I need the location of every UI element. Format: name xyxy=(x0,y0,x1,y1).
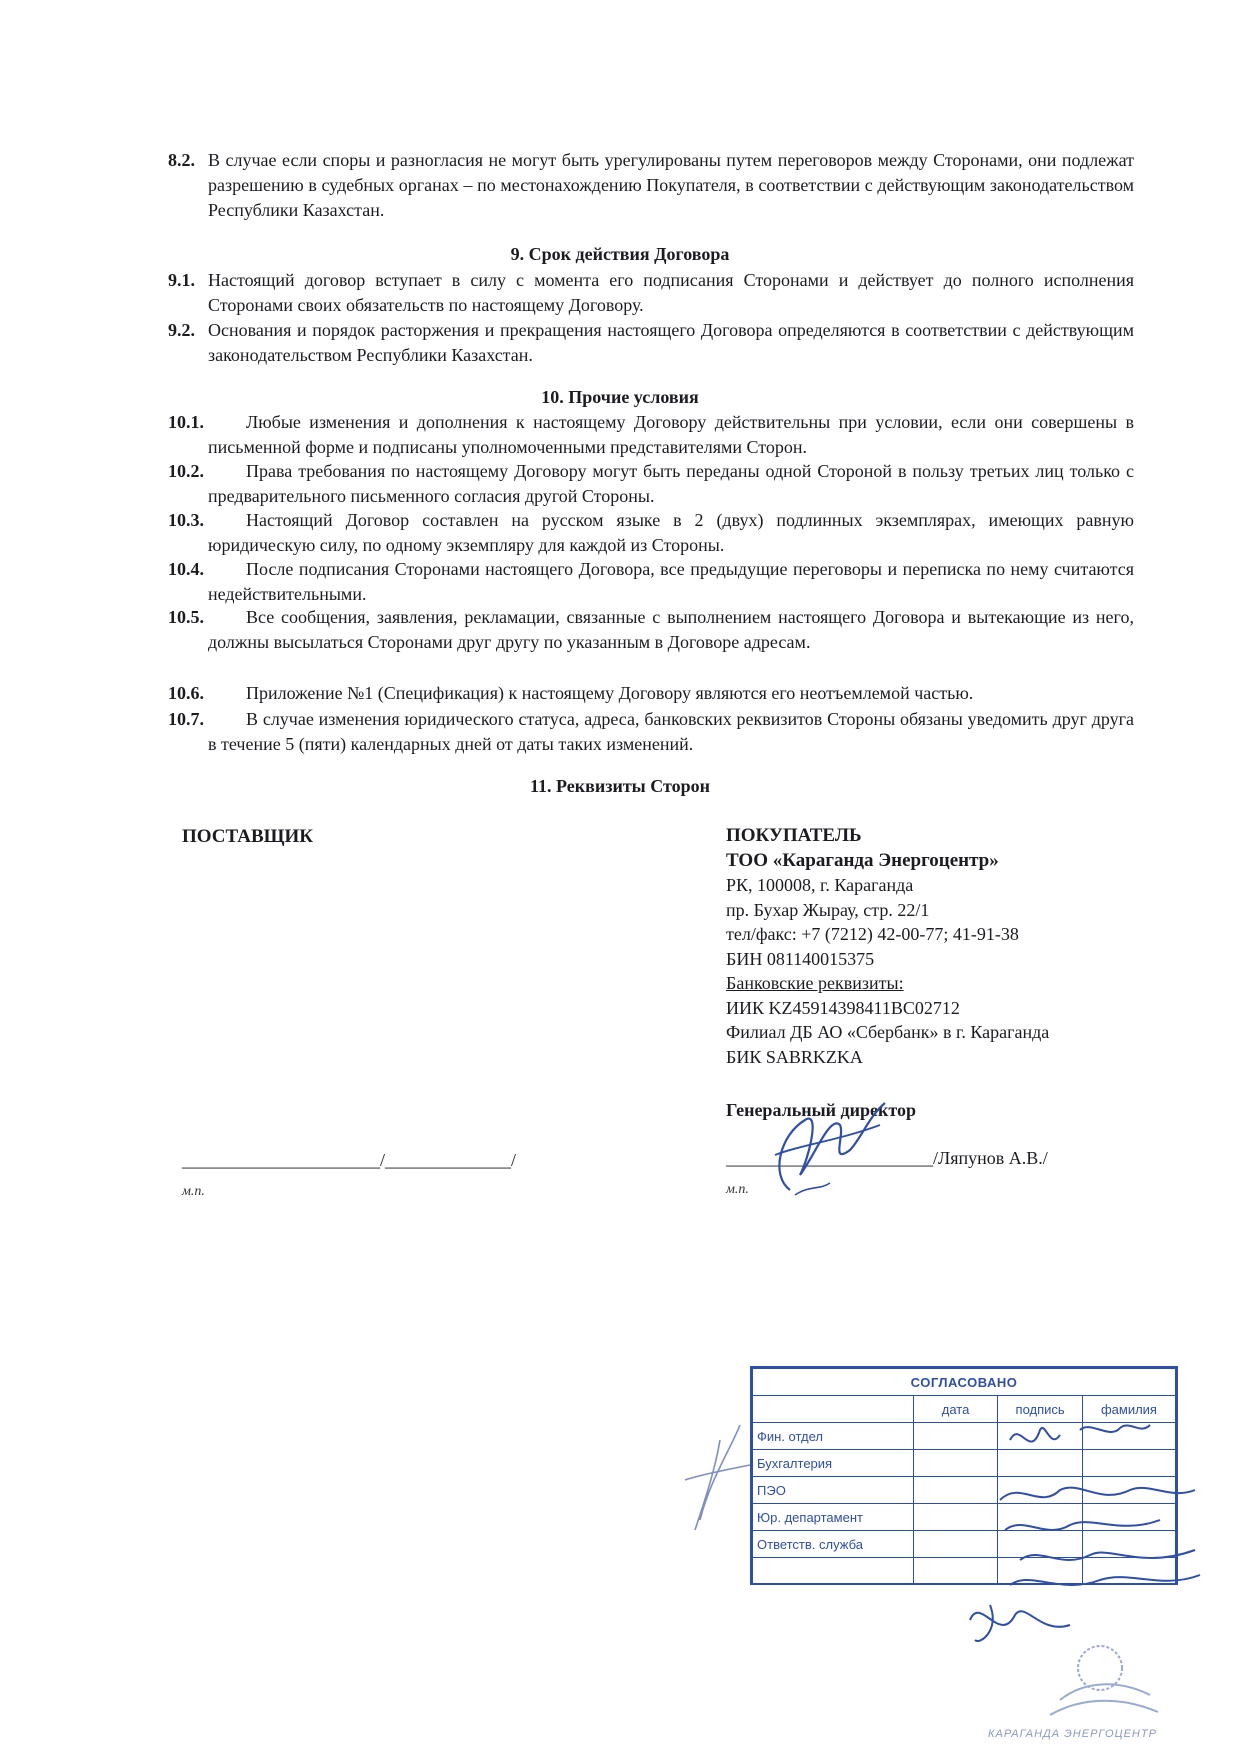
clause-10-5 xyxy=(168,605,1134,655)
clause-text: Основания и порядок расторжения и прекращения настоящего Договора определяются в соответствии с действующим законодательством Республики Казахстан. xyxy=(208,320,1134,365)
stamp-row-label: Ответств. служба xyxy=(753,1531,914,1558)
clause-number: 10.2. xyxy=(168,461,204,481)
clause-number: 8.2. xyxy=(168,150,195,170)
supplier-title: ПОСТАВЩИК xyxy=(182,826,314,847)
supplier-signature-line: ______________________/______________/ xyxy=(182,1150,517,1170)
director-signature xyxy=(760,1095,910,1205)
stamp-row-label: Юр. департамент xyxy=(753,1504,914,1531)
clause-number: 10.4. xyxy=(168,559,204,579)
clause-number: 10.3. xyxy=(168,510,204,530)
stamp-row-label xyxy=(753,1558,914,1585)
buyer-title: ПОКУПАТЕЛЬ xyxy=(726,825,862,846)
buyer-iik: ИИК KZ45914398411BC02712 xyxy=(726,997,960,1018)
clause-number: 9.1. xyxy=(168,270,195,290)
buyer-director-title: Генеральный директор xyxy=(726,1100,916,1120)
margin-signature xyxy=(680,1420,760,1540)
buyer-bin: БИН 081140015375 xyxy=(726,948,875,969)
clause-10-3 xyxy=(168,508,1134,558)
buyer-bik: БИК SABRKZKA xyxy=(726,1046,863,1067)
clause-10-7 xyxy=(168,707,1134,757)
stamp-signatures xyxy=(1000,1420,1200,1600)
clause-number: 9.2. xyxy=(168,320,195,340)
stamp-row-label: ПЭО xyxy=(753,1477,914,1504)
stamp-col-date: дата xyxy=(913,1396,998,1423)
clause-8-2 xyxy=(168,148,1134,223)
clause-9-1 xyxy=(168,268,1134,318)
buyer-company: ТОО «Караганда Энергоцентр» xyxy=(726,849,999,871)
stamp-header-blank xyxy=(753,1396,914,1423)
clause-10-2 xyxy=(168,459,1134,509)
stamp-row-label: Фин. отдел xyxy=(753,1423,914,1450)
clause-text: Права требования по настоящему Договору могут быть переданы одной Стороной в пользу третьих лиц только с предварительного письменного согласия другой Стороны. xyxy=(208,461,1134,506)
clause-9-2 xyxy=(168,318,1134,368)
stamp-title: СОГЛАСОВАНО xyxy=(753,1369,1176,1396)
clause-text: Приложение №1 (Спецификация) к настоящему Договору являются его неотъемлемой частью. xyxy=(246,683,974,703)
clause-number: 10.1. xyxy=(168,412,204,432)
section-9-heading: 9. Срок действия Договора xyxy=(510,244,730,264)
section-11-heading: 11. Реквизиты Сторон xyxy=(530,776,710,796)
clause-text: Настоящий Договор составлен на русском языке в 2 (двух) подлинных экземплярах, имеющих равную юридическую силу, по одному экземпляру для каждой из Стороны. xyxy=(208,510,1134,555)
buyer-bank: Филиал ДБ АО «Сбербанк» в г. Караганда xyxy=(726,1022,1050,1042)
stamp-col-surname: фамилия xyxy=(1082,1396,1175,1423)
stamp-row-label: Бухгалтерия xyxy=(753,1450,914,1477)
buyer-phone: тел/факс: +7 (7212) 42-00-77; 41-91-38 xyxy=(726,924,1019,944)
buyer-requisites xyxy=(726,824,1166,1069)
buyer-address-2: пр. Бухар Жырау, стр. 22/1 xyxy=(726,899,930,920)
buyer-bank-label: Банковские реквизиты: xyxy=(726,973,904,993)
clause-number: 10.6. xyxy=(168,683,204,703)
clause-text: В случае изменения юридического статуса, адреса, банковских реквизитов Стороны обязаны уведомить друг друга в течение 5 (пяти) календарных дней от даты таких изменений. xyxy=(208,709,1134,754)
clause-10-4 xyxy=(168,557,1134,607)
clause-text: После подписания Сторонами настоящего Договора, все предыдущие переговоры и переписка по нему считаются недействительными. xyxy=(208,559,1134,604)
clause-10-6 xyxy=(168,681,1134,706)
stamp-col-signature: подпись xyxy=(998,1396,1083,1423)
clause-text: Все сообщения, заявления, рекламации, связанные с выполнением настоящего Договора и вытекающие из него, должны высылаться Сторонами друг другу по указанным в Договоре адресам. xyxy=(208,607,1134,652)
section-10-heading: 10. Прочие условия xyxy=(541,387,699,407)
clause-text: В случае если споры и разногласия не могут быть урегулированы путем переговоров между Сторонами, они подлежат разрешению в судебных органах – по местонахождению Покупателя, в соответствии с действующим законодательством Республики Казахстан. xyxy=(208,150,1134,220)
buyer-address-1: РК, 100008, г. Караганда xyxy=(726,875,914,895)
company-logo-text: КАРАГАНДА ЭНЕРГОЦЕНТР xyxy=(988,1728,1157,1740)
clause-number: 10.7. xyxy=(168,709,204,729)
buyer-signature-line: _______________________/Ляпунов А.В./ xyxy=(726,1148,1048,1168)
company-logo-icon xyxy=(1040,1620,1160,1730)
buyer-seal-mark: м.п. xyxy=(726,1182,749,1197)
clause-text: Настоящий договор вступает в силу с момента его подписания Сторонами и действует до полного исполнения Сторонами своих обязательств по настоящему Договору. xyxy=(208,270,1134,315)
clause-number: 10.5. xyxy=(168,607,204,627)
clause-10-1 xyxy=(168,410,1134,460)
supplier-seal-mark: м.п. xyxy=(182,1184,205,1199)
clause-text: Любые изменения и дополнения к настоящему Договору действительны при условии, если они совершены в письменной форме и подписаны уполномоченными представителями Сторон. xyxy=(208,412,1134,457)
